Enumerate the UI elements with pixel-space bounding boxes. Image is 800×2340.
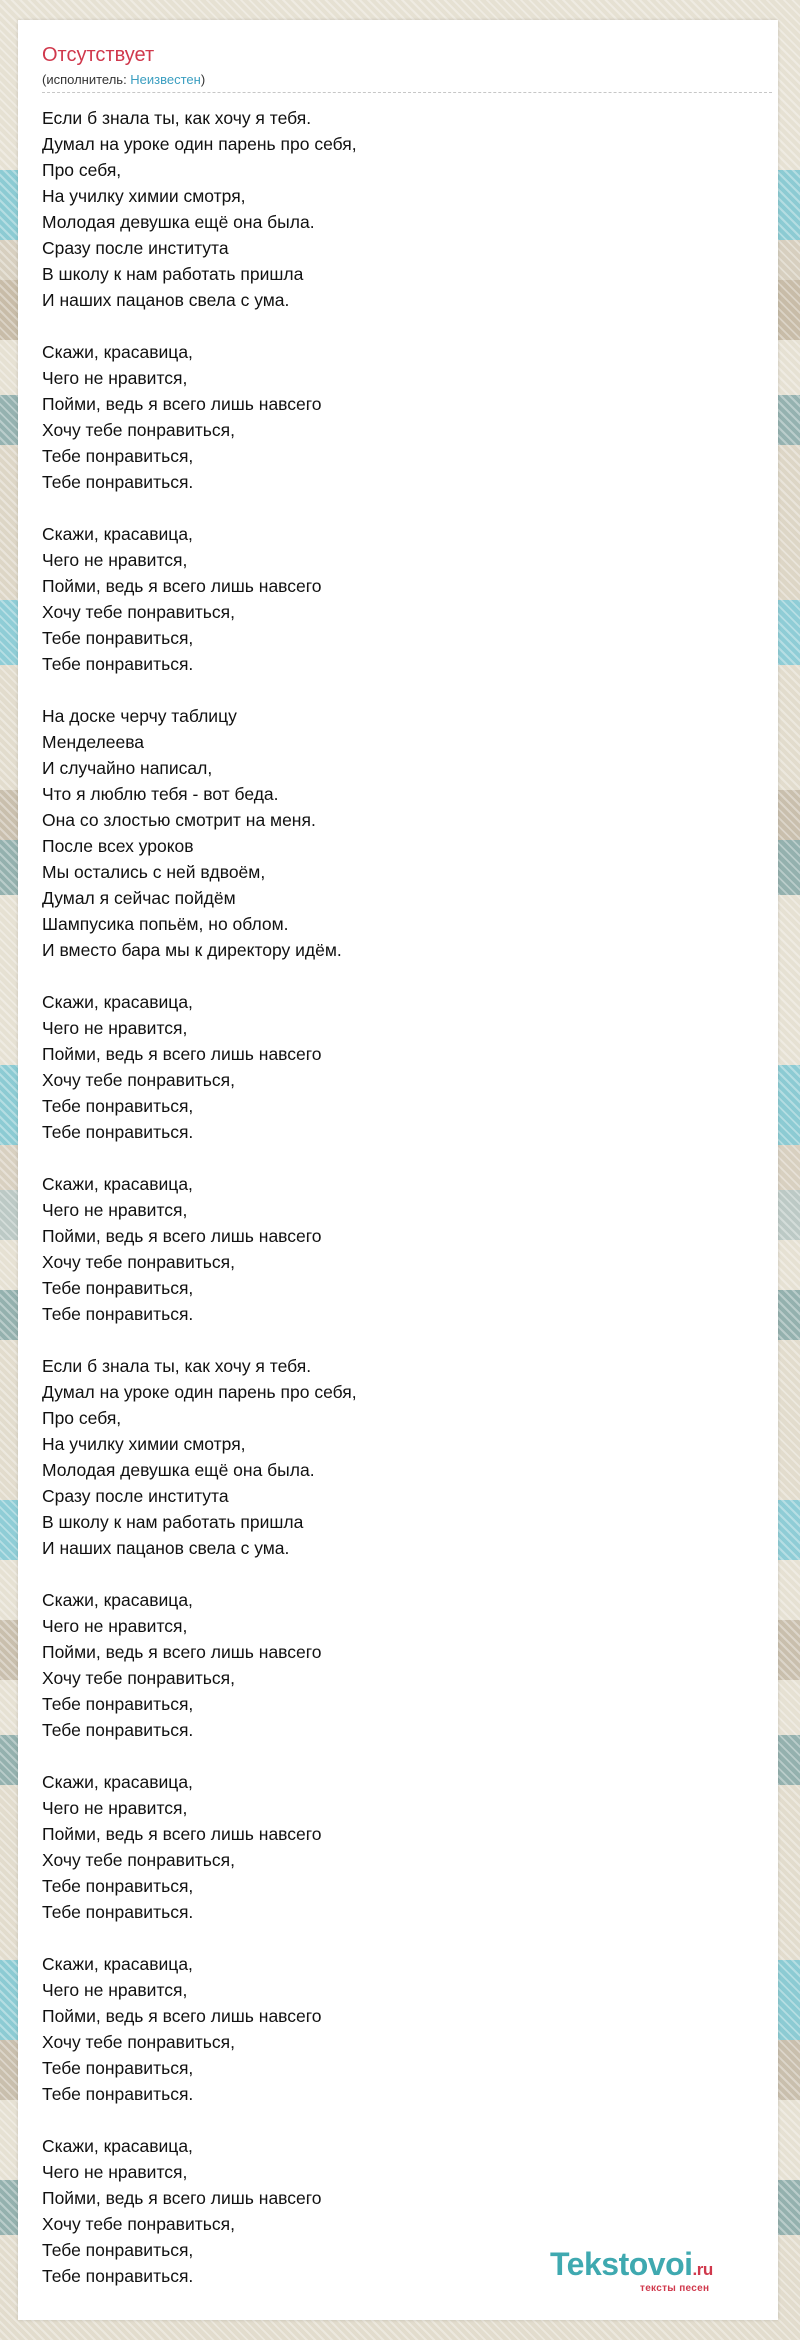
lyric-line: Сразу после института	[42, 1486, 229, 1506]
lyric-line: На училку химии смотря,	[42, 1434, 246, 1454]
lyrics-text	[42, 105, 762, 2315]
lyric-line: Тебе понравиться,	[42, 1096, 194, 1116]
lyrics-card	[18, 20, 778, 2320]
lyric-line: Пойми, ведь я всего лишь навсего	[42, 1226, 322, 1246]
performer-prefix: (исполнитель:	[42, 72, 131, 87]
lyric-line: Что я люблю тебя - вот беда.	[42, 784, 279, 804]
stanza	[42, 989, 762, 1145]
lyric-line: Чего не нравится,	[42, 550, 188, 570]
lyric-line: Думал я сейчас пойдём	[42, 888, 236, 908]
lyric-line: Тебе понравиться,	[42, 1876, 194, 1896]
lyric-line: Чего не нравится,	[42, 1798, 188, 1818]
lyric-line: И вместо бара мы к директору идём.	[42, 940, 342, 960]
lyric-line: Тебе понравиться.	[42, 1304, 194, 1324]
lyric-line: Скажи, красавица,	[42, 2136, 193, 2156]
lyric-line: Тебе понравиться,	[42, 2058, 194, 2078]
lyric-line: Про себя,	[42, 160, 122, 180]
lyric-line: Если б знала ты, как хочу я тебя.	[42, 1356, 312, 1376]
lyric-line: И случайно написал,	[42, 758, 213, 778]
lyric-line: Скажи, красавица,	[42, 524, 193, 544]
lyric-line: Скажи, красавица,	[42, 1174, 193, 1194]
lyric-line: Про себя,	[42, 1408, 122, 1428]
lyric-line: Хочу тебе понравиться,	[42, 1850, 235, 1870]
lyric-line: Скажи, красавица,	[42, 1954, 193, 1974]
lyric-line: После всех уроков	[42, 836, 194, 856]
lyric-line: Пойми, ведь я всего лишь навсего	[42, 2188, 322, 2208]
lyric-line: Чего не нравится,	[42, 2162, 188, 2182]
lyric-line: Тебе понравиться.	[42, 654, 194, 674]
lyric-line: Скажи, красавица,	[42, 1590, 193, 1610]
lyric-line: Скажи, красавица,	[42, 342, 193, 362]
lyric-line: Пойми, ведь я всего лишь навсего	[42, 2006, 322, 2026]
logo-tld: .ru	[692, 2260, 713, 2279]
performer-link[interactable]: Неизвестен	[130, 72, 201, 87]
stanza	[42, 105, 762, 313]
stanza	[42, 703, 762, 963]
lyric-line: В школу к нам работать пришла	[42, 264, 304, 284]
lyric-line: Молодая девушка ещё она была.	[42, 1460, 315, 1480]
lyric-line: Хочу тебе понравиться,	[42, 2214, 235, 2234]
lyric-line: На училку химии смотря,	[42, 186, 246, 206]
lyric-line: Сразу после института	[42, 238, 229, 258]
lyric-line: Чего не нравится,	[42, 368, 188, 388]
lyric-line: Хочу тебе понравиться,	[42, 1252, 235, 1272]
lyric-line: Пойми, ведь я всего лишь навсего	[42, 1642, 322, 1662]
lyric-line: Молодая девушка ещё она была.	[42, 212, 315, 232]
lyric-line: Тебе понравиться.	[42, 1122, 194, 1142]
lyric-line: Тебе понравиться,	[42, 628, 194, 648]
stanza	[42, 1353, 762, 1561]
stanza	[42, 1171, 762, 1327]
lyric-line: Чего не нравится,	[42, 1200, 188, 1220]
site-logo[interactable]	[550, 2246, 713, 2283]
lyric-line: Думал на уроке один парень про себя,	[42, 1382, 357, 1402]
lyric-line: Тебе понравиться.	[42, 1720, 194, 1740]
lyric-line: Мы остались с ней вдвоём,	[42, 862, 266, 882]
lyric-line: Тебе понравиться,	[42, 2240, 194, 2260]
lyric-line: Шампусика попьём, но облом.	[42, 914, 289, 934]
stanza	[42, 339, 762, 495]
lyric-line: Тебе понравиться,	[42, 1278, 194, 1298]
lyric-line: Хочу тебе понравиться,	[42, 1070, 235, 1090]
lyric-line: Тебе понравиться.	[42, 2084, 194, 2104]
lyric-line: Скажи, красавица,	[42, 992, 193, 1012]
stanza	[42, 521, 762, 677]
lyric-line: Хочу тебе понравиться,	[42, 420, 235, 440]
lyric-line: Пойми, ведь я всего лишь навсего	[42, 576, 322, 596]
lyric-line: Пойми, ведь я всего лишь навсего	[42, 1044, 322, 1064]
performer-line	[42, 72, 205, 87]
header-divider	[42, 92, 772, 93]
lyric-line: В школу к нам работать пришла	[42, 1512, 304, 1532]
lyric-line: Тебе понравиться,	[42, 446, 194, 466]
lyric-line: И наших пацанов свела с ума.	[42, 1538, 290, 1558]
lyric-line: Она со злостью смотрит на меня.	[42, 810, 316, 830]
lyric-line: Тебе понравиться.	[42, 472, 194, 492]
lyric-line: Тебе понравиться.	[42, 1902, 194, 1922]
lyric-line: И наших пацанов свела с ума.	[42, 290, 290, 310]
logo-name: Tekstovoi	[550, 2246, 693, 2282]
lyric-line: На доске черчу таблицу	[42, 706, 237, 726]
lyric-line: Хочу тебе понравиться,	[42, 602, 235, 622]
lyric-line: Если б знала ты, как хочу я тебя.	[42, 108, 312, 128]
lyric-line: Хочу тебе понравиться,	[42, 2032, 235, 2052]
lyric-line: Скажи, красавица,	[42, 1772, 193, 1792]
logo-tagline: тексты песен	[640, 2283, 710, 2294]
lyric-line: Тебе понравиться,	[42, 1694, 194, 1714]
song-title: Отсутствует	[42, 44, 155, 66]
stanza	[42, 1769, 762, 1925]
lyric-line: Чего не нравится,	[42, 1018, 188, 1038]
lyric-line: Тебе понравиться.	[42, 2266, 194, 2286]
stanza	[42, 1951, 762, 2107]
performer-suffix: )	[200, 72, 206, 87]
lyric-line: Пойми, ведь я всего лишь навсего	[42, 394, 322, 414]
lyric-line: Чего не нравится,	[42, 1616, 188, 1636]
lyric-line: Хочу тебе понравиться,	[42, 1668, 235, 1688]
lyric-line: Пойми, ведь я всего лишь навсего	[42, 1824, 322, 1844]
lyric-line: Думал на уроке один парень про себя,	[42, 134, 357, 154]
lyric-line: Менделеева	[42, 732, 145, 752]
stanza	[42, 1587, 762, 1743]
lyric-line: Чего не нравится,	[42, 1980, 188, 2000]
